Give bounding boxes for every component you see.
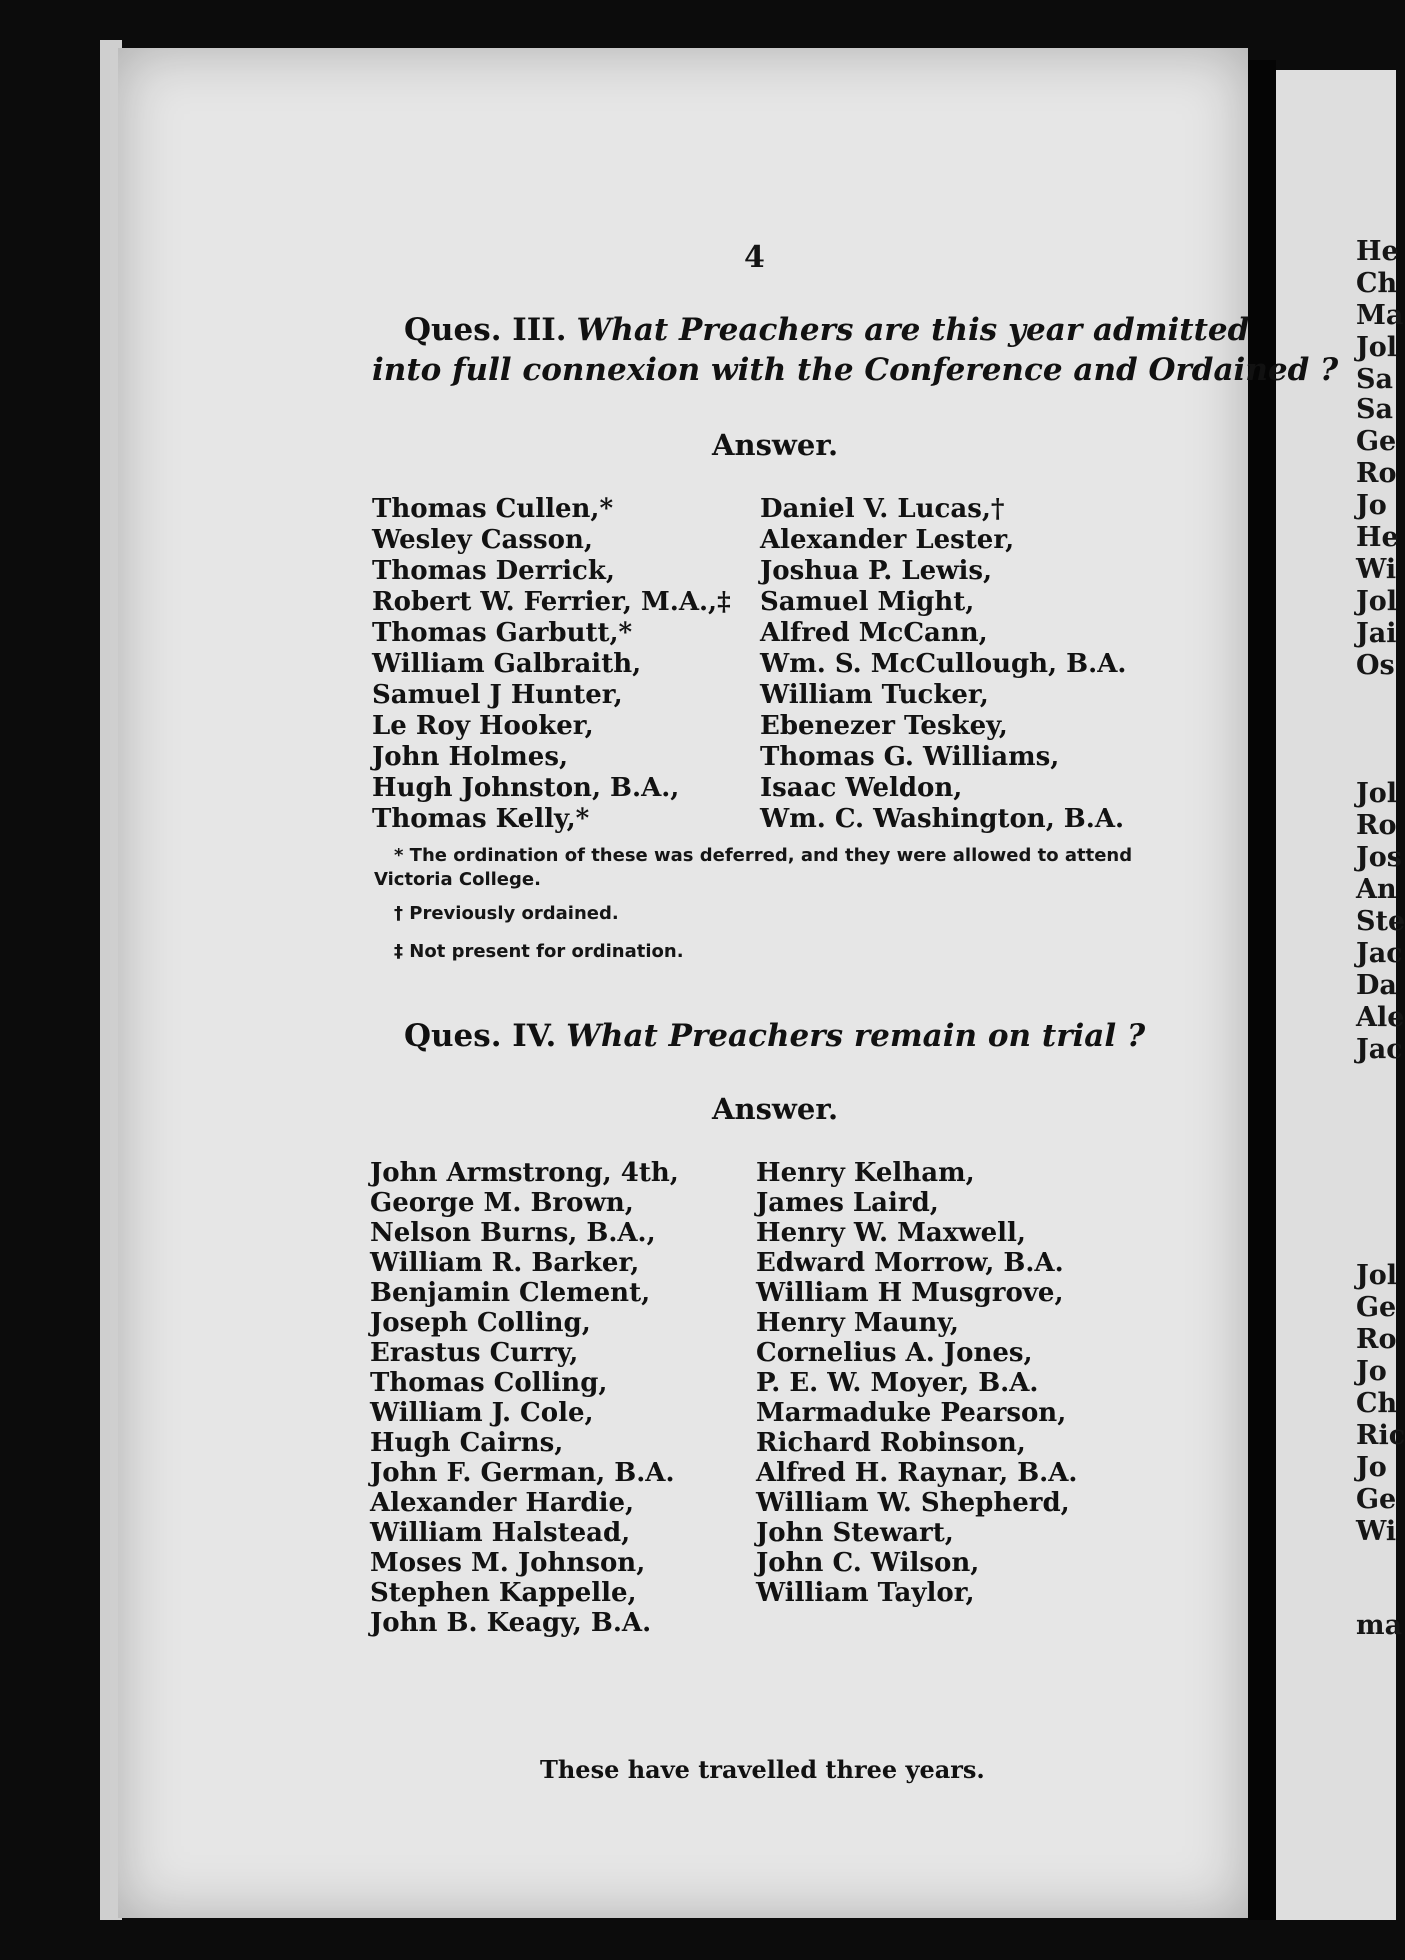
adjacent-page-text: Ge [1356,1484,1397,1515]
name-entry: Daniel V. Lucas,† [760,494,1005,524]
name-entry: John B. Keagy, B.A. [370,1608,652,1638]
adjacent-page-text: Jo [1356,490,1387,521]
q3-note-deferred-line1: * The ordination of these was deferred, and they were allowed to attend [394,845,1133,866]
name-entry: William J. Cole, [370,1398,594,1428]
name-entry: John Armstrong, 4th, [370,1158,679,1188]
adjacent-page-text: Ro [1356,1324,1397,1355]
adjacent-page-text: Jac [1356,1034,1403,1065]
q3-heading-line1 [404,312,1249,348]
q3-question-line1: What Preachers are this year admitted [576,312,1250,348]
name-entry: John F. German, B.A. [370,1458,675,1488]
name-entry: Alfred H. Raynar, B.A. [756,1458,1078,1488]
name-entry: Thomas Kelly,* [372,804,590,834]
name-entry: Samuel Might, [760,587,975,617]
name-entry: Nelson Burns, B.A., [370,1218,656,1248]
adjacent-page-text: He [1356,522,1399,553]
name-entry: William Tucker, [760,680,989,710]
name-entry: James Laird, [756,1188,939,1218]
adjacent-page-text: He [1356,236,1399,267]
adjacent-page-text: Wi [1356,554,1397,585]
name-entry: Alfred McCann, [760,618,988,648]
name-entry: Isaac Weldon, [760,773,963,803]
name-entry: William Galbraith, [372,649,642,679]
name-entry: Cornelius A. Jones, [756,1338,1033,1368]
adjacent-page-text: Jol [1356,1260,1398,1291]
adjacent-page-text: Jol [1356,586,1398,617]
adjacent-page-text: Wi [1356,1516,1397,1547]
name-entry: P. E. W. Moyer, B.A. [756,1368,1039,1398]
adjacent-page-text: Jai [1356,618,1397,649]
q3-note-not-present: ‡ Not present for ordination. [394,941,684,962]
name-entry: Edward Morrow, B.A. [756,1248,1064,1278]
q4-right-column [756,1158,1077,1608]
name-entry: Robert W. Ferrier, M.A.,‡ [372,587,731,617]
q3-note-deferred-line2: Victoria College. [374,869,541,890]
adjacent-page-text: Jo [1356,1356,1387,1387]
name-entry: Henry W. Maxwell, [756,1218,1026,1248]
name-entry: Ebenezer Teskey, [760,711,1008,741]
adjacent-page-text: Ste [1356,906,1405,937]
name-entry: Wm. C. Washington, B.A. [760,804,1125,834]
q3-label: Ques. III. [404,312,567,348]
name-entry: William H Musgrove, [756,1278,1064,1308]
q4-answer-label: Answer. [712,1092,839,1126]
q4-heading [404,1018,1145,1054]
name-entry: Alexander Hardie, [370,1488,635,1518]
adjacent-page-text: Os [1356,650,1395,681]
adjacent-page-text: Sa [1356,364,1393,395]
name-entry: John C. Wilson, [756,1548,980,1578]
q4-label: Ques. IV. [404,1018,557,1054]
name-entry: Joshua P. Lewis, [760,556,993,586]
adjacent-page-text: Ge [1356,426,1397,457]
name-entry: Thomas Cullen,* [372,494,614,524]
name-entry: Joseph Colling, [370,1308,591,1338]
adjacent-page-text: Jac [1356,938,1403,969]
adjacent-page-text: Jol [1356,332,1398,363]
name-entry: Thomas Derrick, [372,556,615,586]
name-entry: Samuel J Hunter, [372,680,623,710]
name-entry: Stephen Kappelle, [370,1578,637,1608]
name-entry: William R. Barker, [370,1248,640,1278]
adjacent-page-text: Da [1356,970,1397,1001]
name-entry: William Taylor, [756,1578,975,1608]
q3-note-previously: † Previously ordained. [394,903,619,924]
adjacent-page-text: ma [1356,1610,1403,1641]
name-entry: Henry Kelham, [756,1158,975,1188]
adjacent-page-text: Jo [1356,1452,1387,1483]
name-entry: Thomas G. Williams, [760,742,1060,772]
name-entry: Richard Robinson, [756,1428,1026,1458]
q3-question-line2: into full connexion with the Conference and Ordained ? [372,352,1339,388]
name-entry: Moses M. Johnson, [370,1548,646,1578]
adjacent-page-fragment [1276,70,1405,1920]
name-entry: Thomas Colling, [370,1368,608,1398]
adjacent-page-text: Jos [1356,842,1402,873]
adjacent-page-text: Ch [1356,268,1398,299]
adjacent-page-text: Ale [1356,1002,1405,1033]
name-entry: John Holmes, [372,742,569,772]
q3-note-deferred [374,844,1132,892]
q3-left-column [372,494,731,835]
name-entry: Thomas Garbutt,* [372,618,633,648]
adjacent-page-text: Ro [1356,810,1397,841]
name-entry: Alexander Lester, [760,525,1015,555]
adjacent-page-text: Ch [1356,1388,1398,1419]
name-entry: Benjamin Clement, [370,1278,651,1308]
name-entry: William Halstead, [370,1518,631,1548]
q4-footer-note: These have travelled three years. [540,1755,985,1784]
q3-right-column [760,494,1126,835]
name-entry: Erastus Curry, [370,1338,579,1368]
name-entry: Hugh Johnston, B.A., [372,773,680,803]
q3-heading-line2 [372,352,1338,388]
adjacent-page-text: An [1356,874,1397,905]
name-entry: Hugh Cairns, [370,1428,564,1458]
name-entry: George M. Brown, [370,1188,634,1218]
page-number: 4 [744,240,765,275]
name-entry: Le Roy Hooker, [372,711,594,741]
adjacent-page-text: Ma [1356,300,1404,331]
q4-left-column [370,1158,679,1638]
name-entry: Wm. S. McCullough, B.A. [760,649,1127,679]
adjacent-page-text: Sa [1356,394,1393,425]
name-entry: William W. Shepherd, [756,1488,1070,1518]
book-gutter [1248,60,1276,1920]
q3-answer-label: Answer. [712,428,839,462]
adjacent-page-text: Ro [1356,458,1397,489]
q4-question: What Preachers remain on trial ? [566,1018,1146,1054]
adjacent-page-text: Ge [1356,1292,1397,1323]
adjacent-page-text: Ric [1356,1420,1405,1451]
name-entry: Henry Mauny, [756,1308,959,1338]
name-entry: Wesley Casson, [372,525,593,555]
adjacent-page-text: Jol [1356,778,1398,809]
name-entry: John Stewart, [756,1518,954,1548]
name-entry: Marmaduke Pearson, [756,1398,1067,1428]
